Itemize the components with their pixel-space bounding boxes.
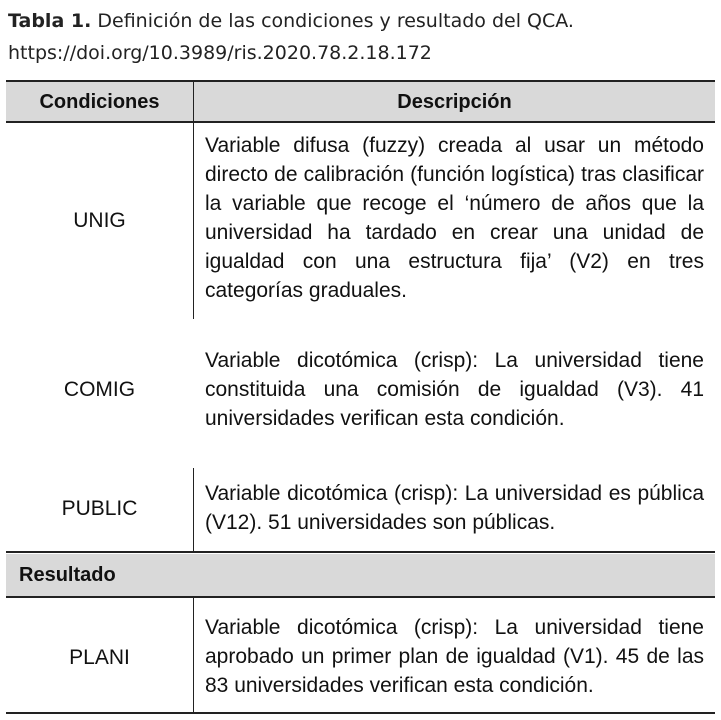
caption-title-line	[8, 5, 713, 37]
col-divider-lower	[193, 468, 194, 552]
table-bottom-rule	[6, 712, 715, 714]
section-top-rule	[6, 551, 715, 553]
condition-description-unig: Variable difusa (fuzzy) creada al usar un método directo de calibración (función logística) tras clasificar la variable que recoge el ‘número de años que la universidad ha tardado en crear una unidad de igualdad con una estructura fija’ (V2) en tres categorías graduales.	[205, 134, 704, 302]
caption-doi: https://doi.org/10.3989/ris.2020.78.2.18.172	[8, 42, 432, 64]
section-bottom-rule	[6, 596, 715, 598]
condition-name-unig: UNIG	[73, 209, 126, 232]
result-name-plani: PLANI	[69, 646, 130, 669]
condition-description-public: Variable dicotómica (crisp): La universidad es pública (V12). 51 universidades son públicas.	[205, 482, 704, 534]
caption-title: Definición de las condiciones y resultado del QCA.	[97, 10, 574, 32]
condition-description-comig: Variable dicotómica (crisp): La universidad tiene constituida una comisión de igualdad (V3). 41 universidades verifican esta condición.	[205, 349, 704, 430]
table-caption	[8, 5, 713, 69]
header-bottom-rule	[6, 121, 715, 123]
caption-label: Tabla 1.	[8, 10, 92, 32]
condition-name-comig: COMIG	[63, 378, 136, 401]
header-divider	[193, 80, 194, 121]
condition-name-public: PUBLIC	[61, 497, 138, 520]
section-label: Resultado	[19, 564, 116, 586]
col-divider-result	[193, 597, 194, 712]
qca-table	[6, 80, 715, 716]
table-header-row	[6, 82, 715, 122]
col-divider-upper	[193, 123, 194, 319]
section-row-result	[6, 554, 715, 597]
header-conditions: Condiciones	[39, 91, 160, 113]
table-top-rule	[6, 80, 715, 82]
header-description: Descripción	[397, 91, 512, 113]
result-description-plani: Variable dicotómica (crisp): La universidad tiene aprobado un primer plan de igualdad (V1). 45 de las 83 universidades verifican esta condición.	[205, 616, 704, 697]
